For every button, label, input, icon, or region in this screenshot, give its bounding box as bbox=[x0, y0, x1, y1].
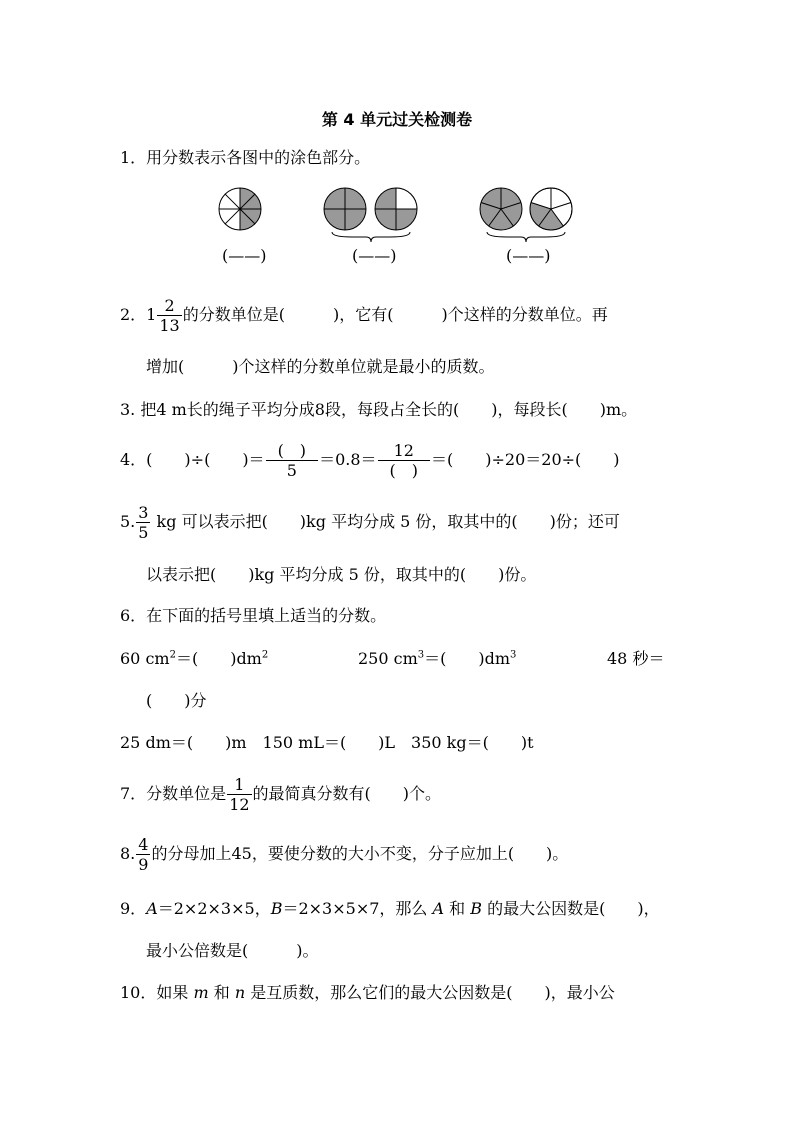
question-9-line-2: 最小公倍数是( )。 bbox=[146, 941, 319, 960]
answer-blank-2[interactable]: (——) bbox=[352, 246, 397, 265]
question-7: 7．分数单位是 $\frac{1}{12}$ 的最简真分数有( )个。 bbox=[120, 775, 442, 814]
question-10: 10．如果 m 和 n 是互质数，那么它们的最大公因数是( )，最小公 bbox=[120, 983, 615, 1002]
question-5-line-1: 5. $\frac{3}{5}$ kg 可以表示把( )kg 平均分成 5 份，取其中的( )份；还可 bbox=[120, 503, 620, 542]
question-8: 8. $\frac{4}{9}$ 的分母加上45，要使分数的大小不变，分子应加上( )。 bbox=[120, 835, 569, 874]
circle-quarters-full-figure bbox=[324, 188, 366, 230]
question-4: 4．( )÷( )＝ ( ) 5 ＝0.8＝ 12 ( ) ＝( )÷20＝20÷( ) bbox=[120, 441, 620, 480]
fraction-1-12: $\frac{1}{12}$ bbox=[229, 775, 250, 814]
q6-item-cm2: 60 $cm^2=$( )$dm^2$ bbox=[120, 649, 269, 668]
fraction-2-13: $\frac{2}{13}$ bbox=[159, 296, 180, 335]
answer-blank-1[interactable]: (——) bbox=[222, 246, 267, 265]
question-5-line-2: 以表示把( )kg 平均分成 5 份，取其中的( )份。 bbox=[146, 565, 537, 584]
question-1: 1．用分数表示各图中的涂色部分。 bbox=[120, 148, 371, 167]
fraction-4-9: $\frac{4}{9}$ bbox=[138, 835, 149, 874]
question-3: 3. 把4 m长的绳子平均分成8段，每段占全长的( )，每段长( )m。 bbox=[120, 400, 638, 419]
page-title: 第 4 单元过关检测卷 bbox=[321, 110, 473, 129]
q6-item-seconds: 48 秒＝ bbox=[607, 649, 665, 668]
circle-quarters-partial-figure bbox=[375, 188, 417, 230]
fraction-12-over-blank: 12 ( ) bbox=[378, 441, 431, 480]
question-1-figures bbox=[0, 0, 794, 300]
fraction-3-5: $\frac{3}{5}$ bbox=[138, 503, 149, 542]
question-2-line-1 bbox=[120, 296, 608, 335]
circle-eighths-figure bbox=[219, 188, 261, 230]
q2-prefix: 2．1 bbox=[120, 305, 157, 324]
q6-item-minutes: ( )分 bbox=[146, 691, 207, 710]
question-9-line-1: 9．A＝2×2×3×5，B＝2×3×5×7，那么 A 和 B 的最大公因数是( )， bbox=[120, 899, 660, 918]
circle-fifths-full-figure bbox=[480, 188, 522, 230]
answer-blank-3[interactable]: (——) bbox=[506, 246, 551, 265]
question-6: 6．在下面的括号里填上适当的分数。 bbox=[120, 606, 387, 625]
q6-row-2: 25 dm＝( )m 150 mL＝( )L 350 kg＝( )t bbox=[120, 733, 534, 752]
q2-text: 的分数单位是( )，它有( )个这样的分数单位。再 bbox=[182, 305, 608, 324]
fraction-blank-over-5: ( ) 5 bbox=[266, 441, 319, 480]
q6-item-cm3: 250 $cm^3=$( )$dm^3$ bbox=[358, 649, 517, 668]
circle-fifths-partial-figure bbox=[530, 188, 572, 230]
question-2-line-2: 增加( )个这样的分数单位就是最小的质数。 bbox=[146, 357, 495, 376]
